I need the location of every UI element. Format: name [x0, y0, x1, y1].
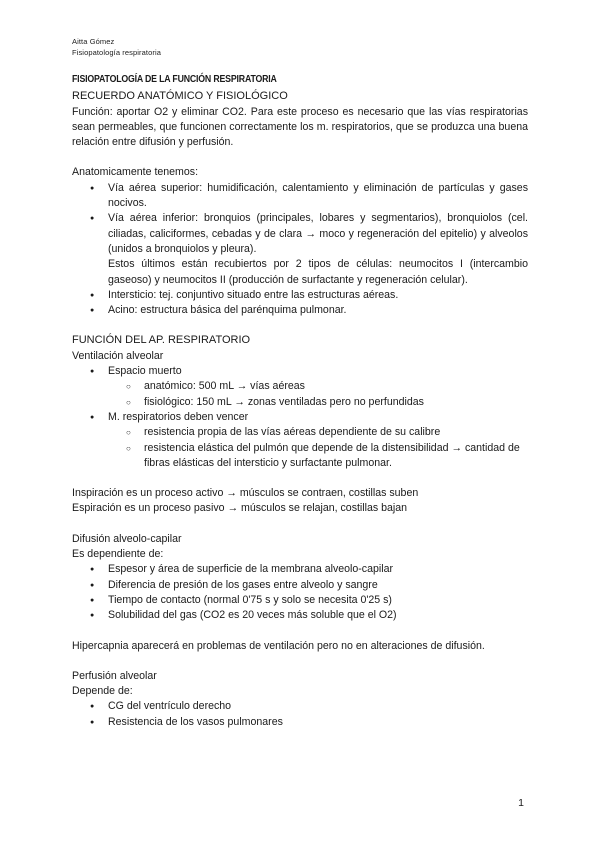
header-author: Aitta Gómez	[72, 37, 115, 46]
document-title: FISIOPATOLOGÍA DE LA FUNCIÓN RESPIRATORIA	[72, 74, 277, 85]
list-item: ● Diferencia de presión de los gases entre alveolo y sangre	[72, 578, 528, 593]
resistance-sublist	[108, 425, 528, 471]
sub-list-item: ○ resistencia propia de las vías aéreas dependiente de su calibre	[108, 425, 528, 440]
list-item: ● Vía aérea inferior: bronquios (principales, lobares y segmentarios), bronquiolos (cel. ciliadas, caliciformes, cebadas y de clara → moco y regeneración del epitelio) y alveolos (unidos a bronquiolos y pleura). Estos últimos están recubiertos por 2 tipos de células: neumocitos I (intercambio gaseoso) y neumocitos II (producción de surfactante y regeneración celular).	[72, 211, 528, 287]
diffusion-intro: Es dependiente de:	[72, 548, 164, 561]
sub-list-item: ○ fisiológico: 150 mL → zonas ventiladas pero no perfundidas	[108, 395, 528, 410]
list-item: ● Vía aérea superior: humidificación, calentamiento y eliminación de partículas y gases nocivos.	[72, 181, 528, 212]
list-item: ● Espesor y área de superficie de la membrana alveolo-capilar	[72, 562, 528, 577]
section-heading-anatomy: RECUERDO ANATÓMICO Y FISIOLÓGICO	[72, 90, 288, 103]
list-item: ● Espacio muerto	[72, 364, 528, 379]
list-item: ● CG del ventrículo derecho	[72, 699, 528, 714]
list-item: ● Solubilidad del gas (CO2 es 20 veces más soluble que el O2)	[72, 608, 528, 623]
expiration-text: Espiración es un proceso pasivo → músculos se relajan, costillas bajan	[72, 502, 408, 515]
sub-list-item: ○ anatómico: 500 mL → vías aéreas	[108, 379, 528, 394]
inspiration-text: Inspiración es un proceso activo → músculos se contraen, costillas suben	[72, 487, 419, 500]
section-heading-function: FUNCIÓN DEL AP. RESPIRATORIO	[72, 334, 251, 347]
perfusion-heading: Perfusión alveolar	[72, 669, 157, 682]
ventilation-list-cont	[72, 410, 528, 425]
list-item: ● Intersticio: tej. conjuntivo situado entre las estructuras aéreas.	[72, 288, 528, 303]
list-item: ● M. respiratorios deben vencer	[72, 410, 528, 425]
header-subject: Fisiopatología respiratoria	[72, 48, 161, 57]
list-item: ● Acino: estructura básica del parénquima pulmonar.	[72, 303, 528, 318]
list-item: ● Resistencia de los vasos pulmonares	[72, 715, 528, 730]
ventilation-heading: Ventilación alveolar	[72, 349, 164, 362]
hypercapnia-text: Hipercapnia aparecerá en problemas de ventilación pero no en alteraciones de difusión.	[72, 639, 485, 652]
anatomy-intro: Anatomicamente tenemos:	[72, 166, 199, 179]
document-body	[72, 72, 528, 730]
perfusion-list	[72, 699, 528, 730]
ventilation-list	[72, 364, 528, 379]
anatomy-list	[72, 181, 528, 319]
list-item: ● Tiempo de contacto (normal 0'75 s y solo se necesita 0'25 s)	[72, 593, 528, 608]
function-paragraph: Función: aportar O2 y eliminar CO2. Para este proceso es necesario que las vías respiratorias sean permeables, que funcionen correctamente los m. respiratorios, que se produzca una buena relación entre difusión y perfusión.	[72, 105, 528, 149]
page-header	[72, 36, 161, 58]
dead-space-sublist	[108, 379, 528, 410]
page-number: 1	[518, 797, 524, 809]
sub-list-item: ○ resistencia elástica del pulmón que depende de la distensibilidad → cantidad de fibras elásticas del intersticio y surfactante pulmonar.	[108, 441, 528, 472]
diffusion-list	[72, 562, 528, 623]
list-item-note: Estos últimos están recubiertos por 2 tipos de células: neumocitos I (intercambio gaseoso) y neumocitos II (producción de surfactante y regeneración celular).	[108, 258, 528, 286]
perfusion-intro: Depende de:	[72, 685, 133, 698]
diffusion-heading: Difusión alveolo-capilar	[72, 532, 182, 545]
